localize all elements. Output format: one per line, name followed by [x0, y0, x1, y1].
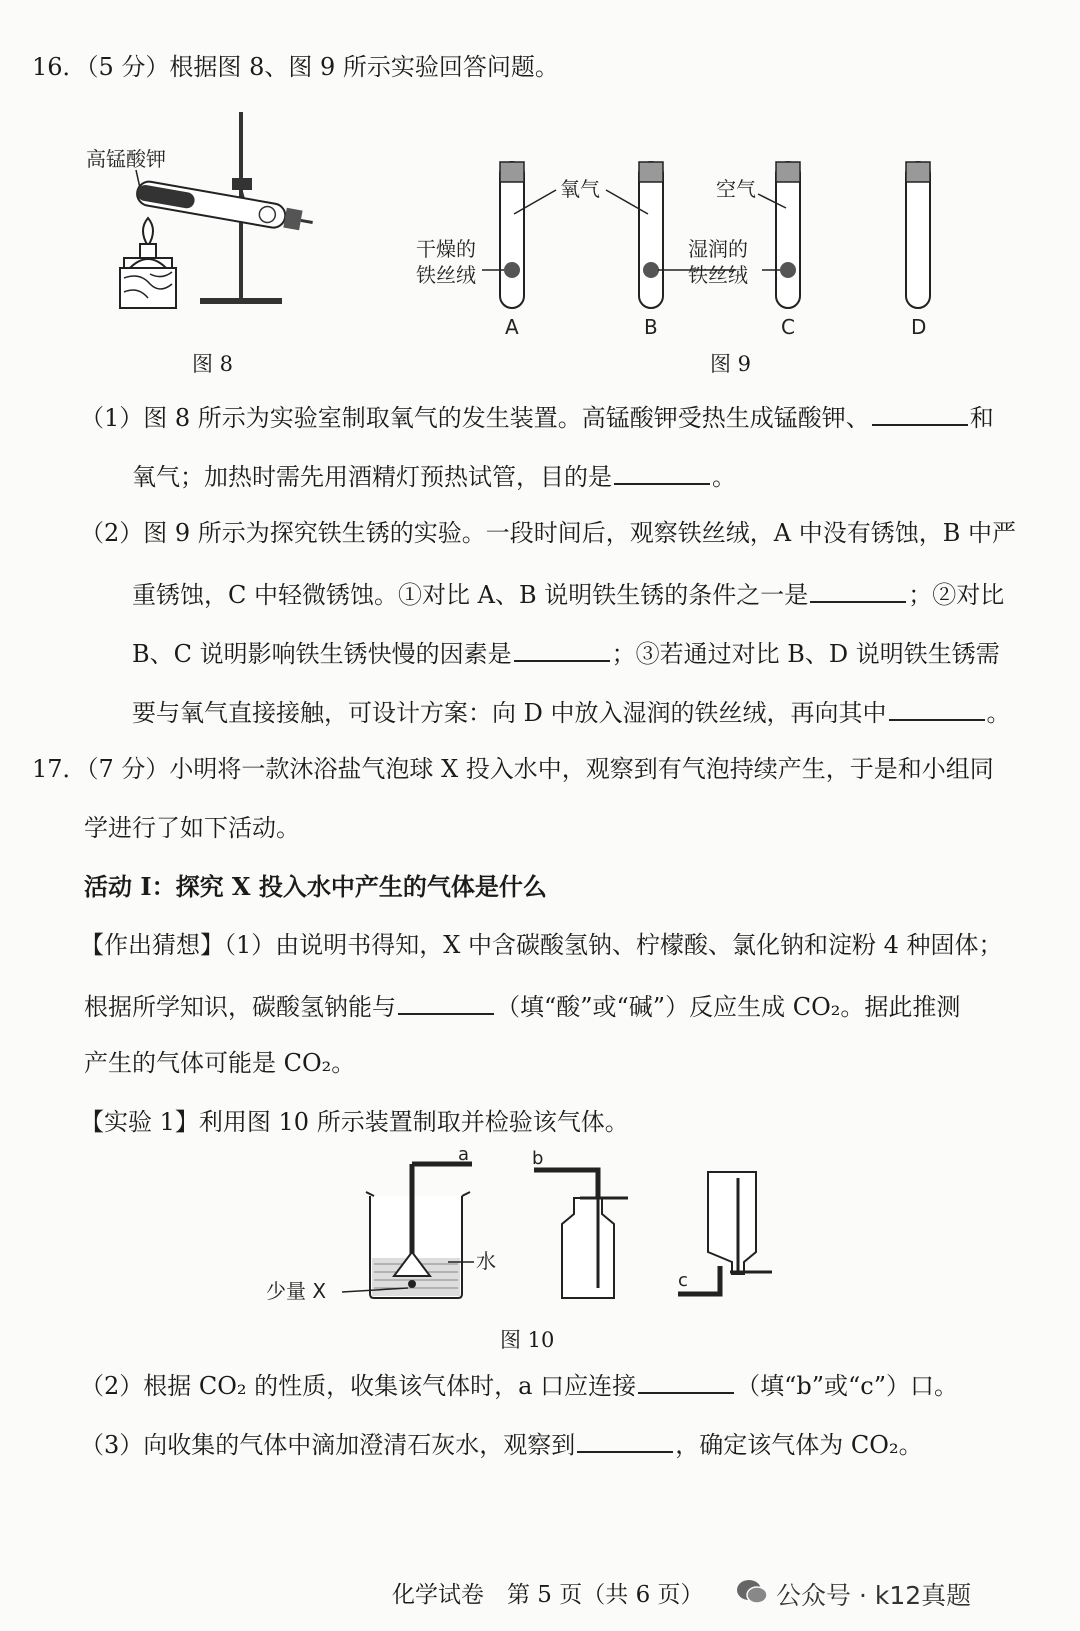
q17-part2-text-a: （2）根据 CO₂ 的性质，收集该气体时，a 口应连接: [80, 1372, 637, 1400]
q16-part2-text-e: 要与氧气直接接触，可设计方案：向 D 中放入湿润的铁丝绒，再向其中: [132, 699, 887, 727]
page-footer: 化学试卷 第 5 页（共 6 页）: [392, 1582, 704, 1608]
q17-part2: [80, 1366, 958, 1403]
tube-label-d: D: [911, 315, 927, 339]
answer-blank[interactable]: [398, 987, 494, 1015]
figure-8: [80, 108, 400, 328]
q16-part2-line2: [132, 575, 1004, 612]
watermark: 公众号 · k12真题: [776, 1581, 972, 1610]
answer-blank[interactable]: [614, 457, 710, 485]
q16-part2-line1: （2）图 9 所示为探究铁生锈的实验。一段时间后，观察铁丝绒，A 中没有锈蚀，B 中严: [80, 519, 1017, 547]
q17-part2-text-b: （填“b”或“c”）口。: [736, 1372, 959, 1400]
q16-part1-text-a: （1）图 8 所示为实验室制取氧气的发生装置。高锰酸钾受热生成锰酸钾、: [80, 404, 870, 432]
wechat-icon: [736, 1578, 768, 1606]
q17-part3: [80, 1425, 923, 1462]
fig10-caption: 图 10: [500, 1328, 555, 1352]
q17-experiment1: 【实验 1】利用图 10 所示装置制取并检验该气体。: [80, 1108, 629, 1136]
fig9-oxygen-label: 氧气: [560, 177, 600, 201]
q17-guess-line1: 【作出猜想】（1）由说明书得知，X 中含碳酸氢钠、柠檬酸、氯化钠和淀粉 4 种固体；: [80, 931, 1003, 959]
fig10-label-b: b: [532, 1148, 544, 1169]
q16-part1-text-c: 氧气；加热时需先用酒精灯预热试管，目的是: [132, 463, 612, 491]
fig9-dry-label-2: 铁丝绒: [416, 263, 476, 287]
q16-part2-text-f: 。: [986, 699, 1011, 727]
q17-header-line1: 17．（7 分）小明将一款沐浴盐气泡球 X 投入水中，观察到有气泡持续产生，于是和小组同: [32, 755, 994, 783]
q16-part1-text-b: 和: [969, 404, 994, 432]
q16-part2-text-b: ；②对比: [908, 581, 1005, 609]
fig9-caption: 图 9: [710, 352, 752, 376]
tube-label-c: C: [781, 315, 795, 339]
q16-part1-line1: [80, 398, 994, 435]
tube-d: [906, 162, 930, 308]
fig9-air-label: 空气: [716, 177, 756, 201]
answer-blank[interactable]: [889, 693, 985, 721]
q17-guess-text-b: （填“酸”或“碱”）反应生成 CO₂。据此推测: [496, 993, 961, 1021]
q17-part3-text-b: ，确定该气体为 CO₂。: [675, 1431, 923, 1459]
q17-guess-line2: [84, 987, 960, 1024]
tube-label-a: A: [505, 315, 519, 339]
fig10-x-label: 少量 X: [266, 1279, 327, 1303]
q16-part1-text-d: 。: [712, 463, 736, 491]
q17-part3-text-a: （3）向收集的气体中滴加澄清石灰水，观察到: [80, 1431, 576, 1459]
figure-9: [410, 160, 990, 350]
fig10-label-c: c: [678, 1270, 688, 1291]
tube-a: [500, 162, 524, 308]
q16-part2-line4: [132, 693, 1011, 730]
tube-c: [776, 162, 800, 308]
tube-b: [639, 162, 663, 308]
fig10-water-label: 水: [476, 1249, 496, 1273]
answer-blank[interactable]: [577, 1425, 673, 1453]
answer-blank[interactable]: [638, 1366, 734, 1394]
fig9-wet-label-2: 铁丝绒: [688, 263, 748, 287]
fig9-dry-label-1: 干燥的: [416, 237, 476, 261]
q17-activity1-heading: 活动 I：探究 X 投入水中产生的气体是什么: [84, 872, 547, 901]
tube-label-b: B: [644, 315, 658, 339]
q16-part2-text-c: B、C 说明影响铁生锈快慢的因素是: [132, 640, 512, 668]
q16-header: 16．（5 分）根据图 8、图 9 所示实验回答问题。: [32, 53, 559, 81]
q16-part2-line3: [132, 634, 1000, 671]
answer-blank[interactable]: [872, 398, 968, 426]
q16-part1-line2: [132, 457, 736, 494]
answer-blank[interactable]: [810, 575, 906, 603]
fig10-label-a: a: [458, 1148, 470, 1165]
q16-part2-text-a: 重锈蚀，C 中轻微锈蚀。①对比 A、B 说明铁生锈的条件之一是: [132, 581, 809, 609]
q17-header-line2: 学进行了如下活动。: [84, 814, 300, 842]
figure-10: [262, 1148, 782, 1308]
answer-blank[interactable]: [514, 634, 610, 662]
fig9-wet-label-1: 湿润的: [688, 237, 748, 261]
q17-guess-line3: 产生的气体可能是 CO₂。: [84, 1049, 356, 1077]
q16-part2-text-d: ；③若通过对比 B、D 说明铁生锈需: [611, 640, 1000, 668]
q17-guess-text-a: 根据所学知识，碳酸氢钠能与: [84, 993, 396, 1021]
fig8-caption: 图 8: [192, 352, 234, 376]
fig8-kmno4-label: 高锰酸钾: [86, 147, 166, 171]
